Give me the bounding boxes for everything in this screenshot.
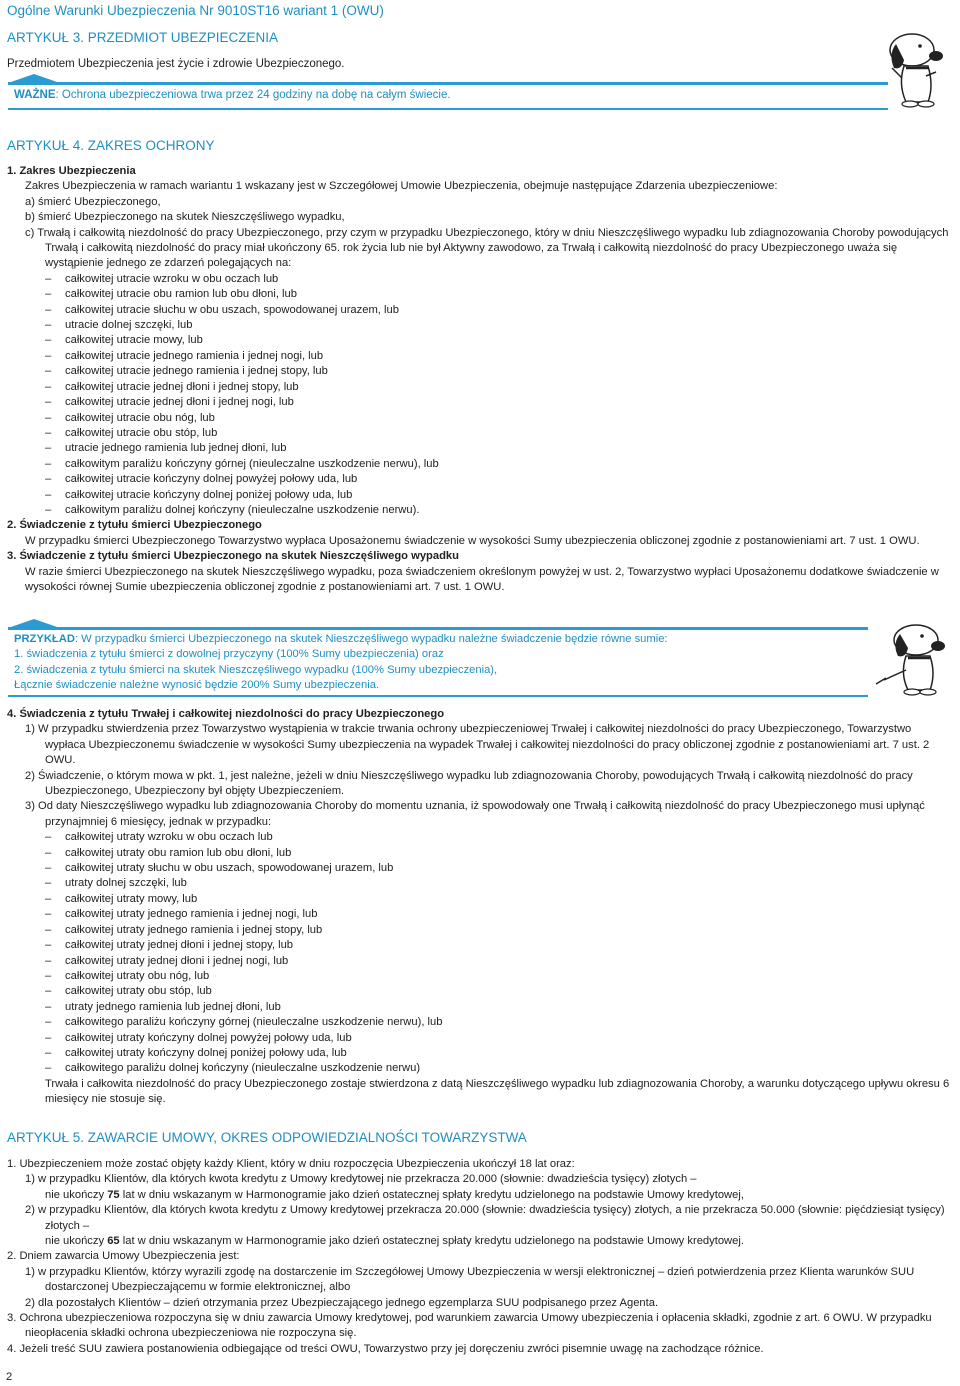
section-4-point-3: 3) Od daty Nieszczęśliwego wypadku lub zdiagnozowania Choroby do momentu uznania, iż spowodowały one Trwałą i całkowitą niezdolność do pracy Ubezpieczonego musi upłynąć przynajmniej 6 miesięcy, jednak w przypadku: [25, 800, 925, 828]
list-item: – całkowitej utraty wzroku w obu oczach lub [7, 830, 953, 845]
section-4-closing: Trwała i całkowita niezdolność do pracy Ubezpieczonego zostaje stwierdzona z datą Nieszczęśliwego wypadku lub zdiagnozowania Choroby, a warunku dotyczącego upływu okresu 6 miesięcy nie stosuje się. [45, 1077, 950, 1106]
list-item: – całkowitej utraty jednej dłoni i jednej stopy, lub [7, 938, 953, 953]
list-item: – utracie dolnej szczęki, lub [7, 318, 953, 333]
art5-point-2-2: 2) dla pozostałych Klientów – dzień otrzymania przez Ubezpieczającego jednego egzemplarza SUU podpisanego przez Agenta. [25, 1296, 659, 1309]
section-4-title: 4. Świadczenia z tytułu Trwałej i całkowitej niezdolności do pracy Ubezpieczonego [7, 708, 445, 720]
art5-point-1-1: 1) w przypadku Klientów, dla których kwota kredytu z Umowy kredytowej nie przekracza 20.000 (słownie: dwadzieścia tysięcy) złotych – [25, 1173, 697, 1186]
list-item: – całkowitej utracie słuchu w obu uszach, spowodowanej urazem, lub [7, 303, 953, 318]
art5-point-2: 2. Dniem zawarcia Umowy Ubezpieczenia jest: [7, 1250, 240, 1263]
list-item: – całkowitego paraliżu kończyny górnej (nieuleczalne uszkodzenie nerwu), lub [7, 1015, 953, 1030]
note-divider-bottom [8, 108, 888, 110]
section-1-intro: Zakres Ubezpieczenia w ramach wariantu 1 wskazany jest w Szczegółowej Umowie Ubezpieczenia, obejmuje następujące Zdarzenia ubezpieczeniowe: [25, 180, 778, 193]
article-3-text: Przedmiotem Ubezpieczenia jest życie i zdrowie Ubezpieczonego. [7, 58, 345, 70]
list-item: – całkowitej utracie jednego ramienia i jednej stopy, lub [7, 364, 953, 379]
list-item: – całkowitej utraty mowy, lub [7, 892, 953, 907]
important-label: WAŻNE [14, 89, 56, 101]
note-divider [8, 82, 888, 85]
list-item: – całkowitej utraty kończyny dolnej poniżej połowy uda, lub [7, 1046, 953, 1061]
article-5-body [7, 1157, 953, 1357]
example-total: Łącznie świadczenie należne wynosić będzie 200% Sumy ubezpieczenia. [14, 679, 380, 692]
example-divider-top [8, 627, 868, 630]
important-note [14, 88, 451, 103]
list-item: – całkowitego paraliżu dolnej kończyny (nieuleczalne uszkodzenie nerwu) [7, 1061, 953, 1076]
example-item-1: 1. świadczenia z tytułu śmierci z dowolnej przyczyny (100% Sumy ubezpieczenia) oraz [14, 648, 444, 661]
list-item: – całkowitej utraty obu ramion lub obu dłoni, lub [7, 846, 953, 861]
section-4-point-2: 2) Świadczenie, o którym mowa w pkt. 1, jest należne, jeżeli w dniu Nieszczęśliwego wypadku lub zdiagnozowania Choroby, powodujących Trwałą i całkowitą niezdolność do pracy Ubezpieczonego, Ubezpieczony był objęty Ubezpieczeniem. [25, 769, 913, 798]
list-item: – całkowitej utraty jednej dłoni i jednej nogi, lub [7, 954, 953, 969]
list-item: – całkowitej utraty kończyny dolnej powyżej połowy uda, lub [7, 1031, 953, 1046]
article-4-heading: ARTYKUŁ 4. ZAKRES OCHRONY [7, 138, 215, 153]
example-box [14, 632, 864, 694]
section-4-point-1: 1) W przypadku stwierdzenia przez Towarzystwo wystąpienia w trakcie trwania ochrony ubezpieczeniowej Trwałej i całkowitej niezdolności do pracy Ubezpieczonego, Towarzystwo wypłaca Ubezpieczonemu świadczenie w wysokości Sumy ubezpieczenia na wypadek Trwałej i całkowitej niezdolności do pracy obliczonej zgodnie z postanowieniami art. 7 ust. 2 OWU. [25, 723, 930, 767]
list-item: – całkowitej utracie kończyny dolnej powyżej połowy uda, lub [7, 472, 953, 487]
list-item: – całkowitej utracie obu ramion lub obu dłoni, lub [7, 287, 953, 302]
age-prefix: nie ukończy [45, 1188, 108, 1201]
art5-point-3: 3. Ochrona ubezpieczeniowa rozpoczyna się w dniu zawarcia Umowy kredytowej, pod warunkiem zawarcia Umowy ubezpieczenia i opłacenia składki, zgodnie z art. 6 OWU. W przypadku nieopłacenia składki ochrona ubezpieczeniowa nie rozpoczyna się. [7, 1312, 932, 1340]
list-item: – całkowitej utracie jednego ramienia i jednej nogi, lub [7, 349, 953, 364]
section-1-item-c: c) Trwałą i całkowitą niezdolność do pracy Ubezpieczonego, przy czym w przypadku Ubezpieczonego, który w dniu Nieszczęśliwego wypadku lub zdiagnozowania Choroby powodujących Trwałą i całkowitą niezdolność do pracy miał ukończony 65. rok życia lub nie był Aktywny zawodowo, za Trwałą i całkowitą niezdolność do pracy Ubezpieczonego uważa się wystąpienie jednego ze zdarzeń polegających na: [25, 226, 949, 270]
section-1-title: 1. Zakres Ubezpieczenia [7, 165, 136, 177]
list-item: – utraty jednego ramienia lub jednej dłoni, lub [7, 1000, 953, 1015]
list-item: – utracie jednego ramienia lub jednej dłoni, lub [7, 441, 953, 456]
important-text: : Ochrona ubezpieczeniowa trwa przez 24 godziny na dobę na całym świecie. [55, 89, 451, 101]
list-item: – całkowitej utraty słuchu w obu uszach, spowodowanej urazem, lub [7, 861, 953, 876]
age-limit-75: 75 [107, 1188, 120, 1201]
age-suffix: lat w dniu wskazanym w Harmonogramie jako dzień ostatecznej spłaty kredytu udzielonego na podstawie Umowy kredytowej. [119, 1235, 744, 1248]
list-item: – całkowitej utracie jednej dłoni i jednej nogi, lub [7, 395, 953, 410]
art5-point-1: 1. Ubezpieczeniem może zostać objęty każdy Klient, który w dniu rozpoczęcia Ubezpieczenia ukończył 18 lat oraz: [7, 1158, 575, 1170]
list-item: – całkowitej utracie mowy, lub [7, 333, 953, 348]
section-1-item-b: b) śmierć Ubezpieczonego na skutek Nieszczęśliwego wypadku, [25, 211, 345, 224]
article-3-heading: ARTYKUŁ 3. PRZEDMIOT UBEZPIECZENIA [7, 30, 279, 45]
section-4-dash-list [7, 830, 953, 1077]
page-number: 2 [6, 1371, 13, 1383]
example-text: : W przypadku śmierci Ubezpieczonego na skutek Nieszczęśliwego wypadku należne świadczenie będzie równe sumie: [74, 633, 668, 645]
article-4-section-1 [7, 164, 953, 595]
age-suffix: lat w dniu wskazanym w Harmonogramie jako dzień ostatecznej spłaty kredytu udzielonego na podstawie Umowy kredytowej, [119, 1188, 744, 1201]
snoopy-illustration-top [880, 20, 956, 112]
list-item: – utraty dolnej szczęki, lub [7, 876, 953, 891]
art5-point-1-1-age [7, 1188, 953, 1203]
example-divider-bottom [8, 695, 868, 697]
list-item: – całkowitej utracie wzroku w obu oczach lub [7, 272, 953, 287]
art5-point-1-2: 2) w przypadku Klientów, dla których kwota kredytu z Umowy kredytowej przekracza 20.000 (słownie: dwadzieścia tysięcy) złotych, a nie przekracza 50.000 (słownie: pięćdziesiąt tysięcy) złotych – [25, 1204, 945, 1232]
age-limit-65: 65 [107, 1235, 120, 1248]
document-title: Ogólne Warunki Ubezpieczenia Nr 9010ST16 wariant 1 (OWU) [7, 3, 384, 18]
example-label: PRZYKŁAD [14, 633, 75, 645]
section-3-text: W razie śmierci Ubezpieczonego na skutek Nieszczęśliwego wypadku, poza świadczeniem określonym powyżej w ust. 2, Towarzystwo wypłaci Uposażonemu dodatkowe świadczenie w wysokości równej Sumie ubezpieczenia obliczonej zgodnie z postanowieniami art. 7 ust. 1 OWU. [25, 565, 939, 593]
list-item: – całkowitej utraty obu stóp, lub [7, 984, 953, 999]
list-item: – całkowitej utracie kończyny dolnej poniżej połowy uda, lub [7, 488, 953, 503]
list-item: – całkowitej utracie obu nóg, lub [7, 411, 953, 426]
list-item: – całkowitej utracie obu stóp, lub [7, 426, 953, 441]
section-2-text: W przypadku śmierci Ubezpieczonego Towarzystwo wypłaca Uposażonemu świadczenie w wysokości Sumy ubezpieczenia obliczonej zgodnie z postanowieniami art. 7 ust. 1 OWU. [25, 534, 920, 547]
section-1-dash-list [7, 272, 953, 519]
art5-point-1-2-age [7, 1234, 953, 1249]
list-item: – całkowitej utraty jednego ramienia i jednej nogi, lub [7, 907, 953, 922]
list-item: – całkowitej utracie jednej dłoni i jednej stopy, lub [7, 380, 953, 395]
art5-point-4: 4. Jeżeli treść SUU zawiera postanowienia odbiegające od treści OWU, Towarzystwo przy jej doręczeniu zwróci pisemnie uwagę na zachodzące różnice. [7, 1342, 764, 1355]
list-item: – całkowitym paraliżu dolnej kończyny (nieuleczalne uszkodzenie nerwu). [7, 503, 953, 518]
art5-point-2-1: 1) w przypadku Klientów, którzy wyrazili zgodę na dostarczenie im Szczegółowej Umowy Ubezpieczenia w wersji elektronicznej – dzień potwierdzenia przez Klienta warunków SUU dostarczonej Ubezpieczającemu w formie elektronicznej, albo [25, 1265, 915, 1294]
list-item: – całkowitej utraty jednego ramienia i jednej stopy, lub [7, 923, 953, 938]
article-4-section-4 [7, 707, 953, 1108]
article-5-heading: ARTYKUŁ 5. ZAWARCIE UMOWY, OKRES ODPOWIEDZIALNOŚCI TOWARZYSTWA [7, 1130, 527, 1145]
snoopy-illustration-example [872, 612, 956, 700]
section-1-item-a: a) śmierć Ubezpieczonego, [25, 195, 161, 208]
example-item-2: 2. świadczenia z tytułu śmierci na skutek Nieszczęśliwego wypadku (100% Sumy ubezpieczenia), [14, 663, 498, 676]
list-item: – całkowitej utraty obu nóg, lub [7, 969, 953, 984]
list-item: – całkowitym paraliżu kończyny górnej (nieuleczalne uszkodzenie nerwu), lub [7, 457, 953, 472]
age-prefix: nie ukończy [45, 1235, 108, 1248]
section-3-title: 3. Świadczenie z tytułu śmierci Ubezpieczonego na skutek Nieszczęśliwego wypadku [7, 550, 459, 563]
section-2-title: 2. Świadczenie z tytułu śmierci Ubezpieczonego [7, 519, 262, 532]
